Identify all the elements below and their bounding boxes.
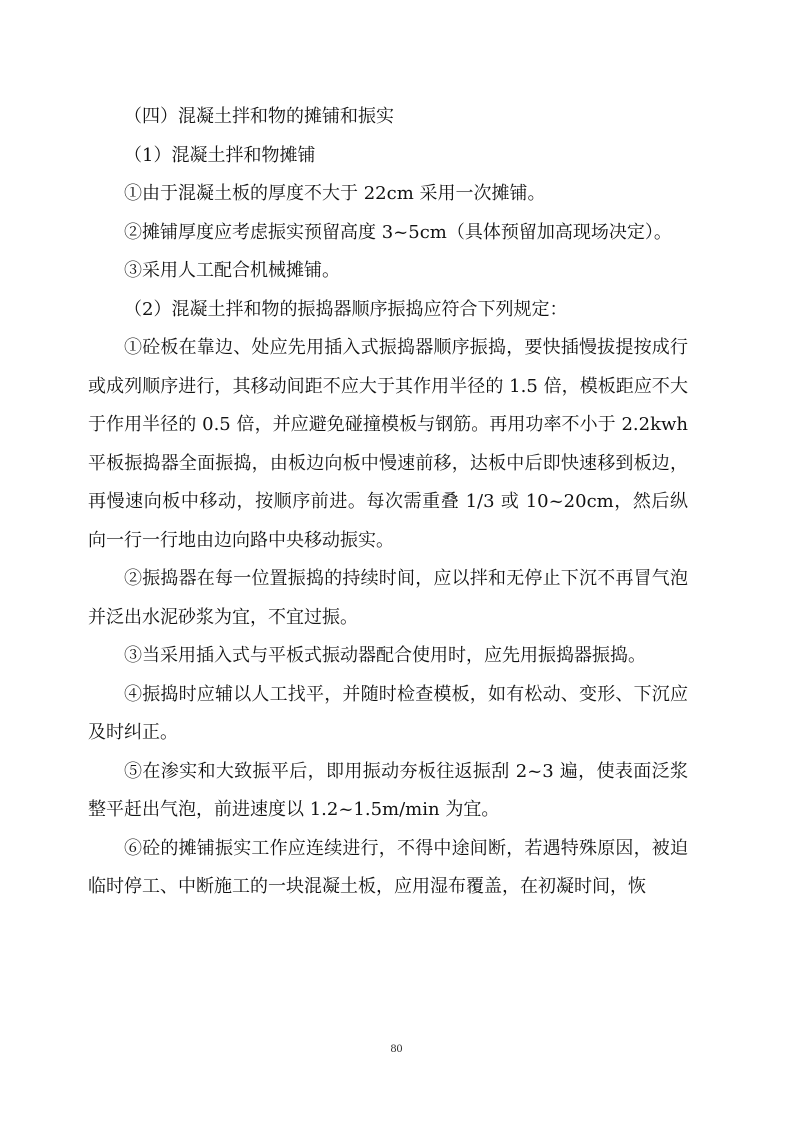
paragraph-2-2: ②振捣器在每一位置振捣的持续时间，应以拌和无停止下沉不再冒气泡并泛出水泥砂浆为宜，不宜过振。 <box>88 568 688 628</box>
section-heading: （四）混凝土拌和物的摊铺和振实 <box>124 106 394 127</box>
paragraph-2-4: ④振捣时应辅以人工找平，并随时检查模板，如有松动、变形、下沉应及时纠正。 <box>88 683 688 743</box>
paragraph-2-6: ⑥砼的摊铺振实工作应连续进行，不得中途间断，若遇特殊原因，被迫临时停工、中断施工的一块混凝土板，应用湿布覆盖，在初凝时间，恢 <box>88 837 688 897</box>
subsection-heading-2: （2）混凝土拌和物的振捣器顺序振捣应符合下列规定： <box>124 298 568 320</box>
paragraph-2-1: ①砼板在靠边、处应先用插入式振捣器顺序振捣，要快插慢拔提按成行或成列顺序进行，其移动间距不应大于其作用半径的 1.5 倍，模板距应不大于作用半径的 0.5 倍，并应避免碰撞模板与钢筋。再用功率不小于 2.2kwh 平板振捣器全面振捣，由板边向板中慢速前移，达板中后即快速移到板边，再慢速向板中移动，按顺序前进。每次需重叠 1/3 或 10~20cm，然后纵向一行一行地由边向路中央移动振实。 <box>88 337 688 551</box>
document-body <box>88 98 688 907</box>
paragraph-1-3: ③采用人工配合机械摊铺。 <box>124 260 340 281</box>
paragraph-1-1: ①由于混凝土板的厚度不大于 22cm 采用一次摊铺。 <box>124 183 546 204</box>
paragraph-1-2: ②摊铺厚度应考虑振实预留高度 3~5cm（具体预留加高现场决定）。 <box>124 221 672 243</box>
page-number: 80 <box>390 1041 403 1055</box>
paragraph-2-5: ⑤在渗实和大致振平后，即用振动夯板往返振刮 2~3 遍，使表面泛浆整平赶出气泡，前进速度以 1.2~1.5m/min 为宜。 <box>88 760 688 820</box>
subsection-heading-1: （1）混凝土拌和物摊铺 <box>124 144 316 166</box>
paragraph-2-3: ③当采用插入式与平板式振动器配合使用时，应先用振捣器振捣。 <box>124 645 646 666</box>
